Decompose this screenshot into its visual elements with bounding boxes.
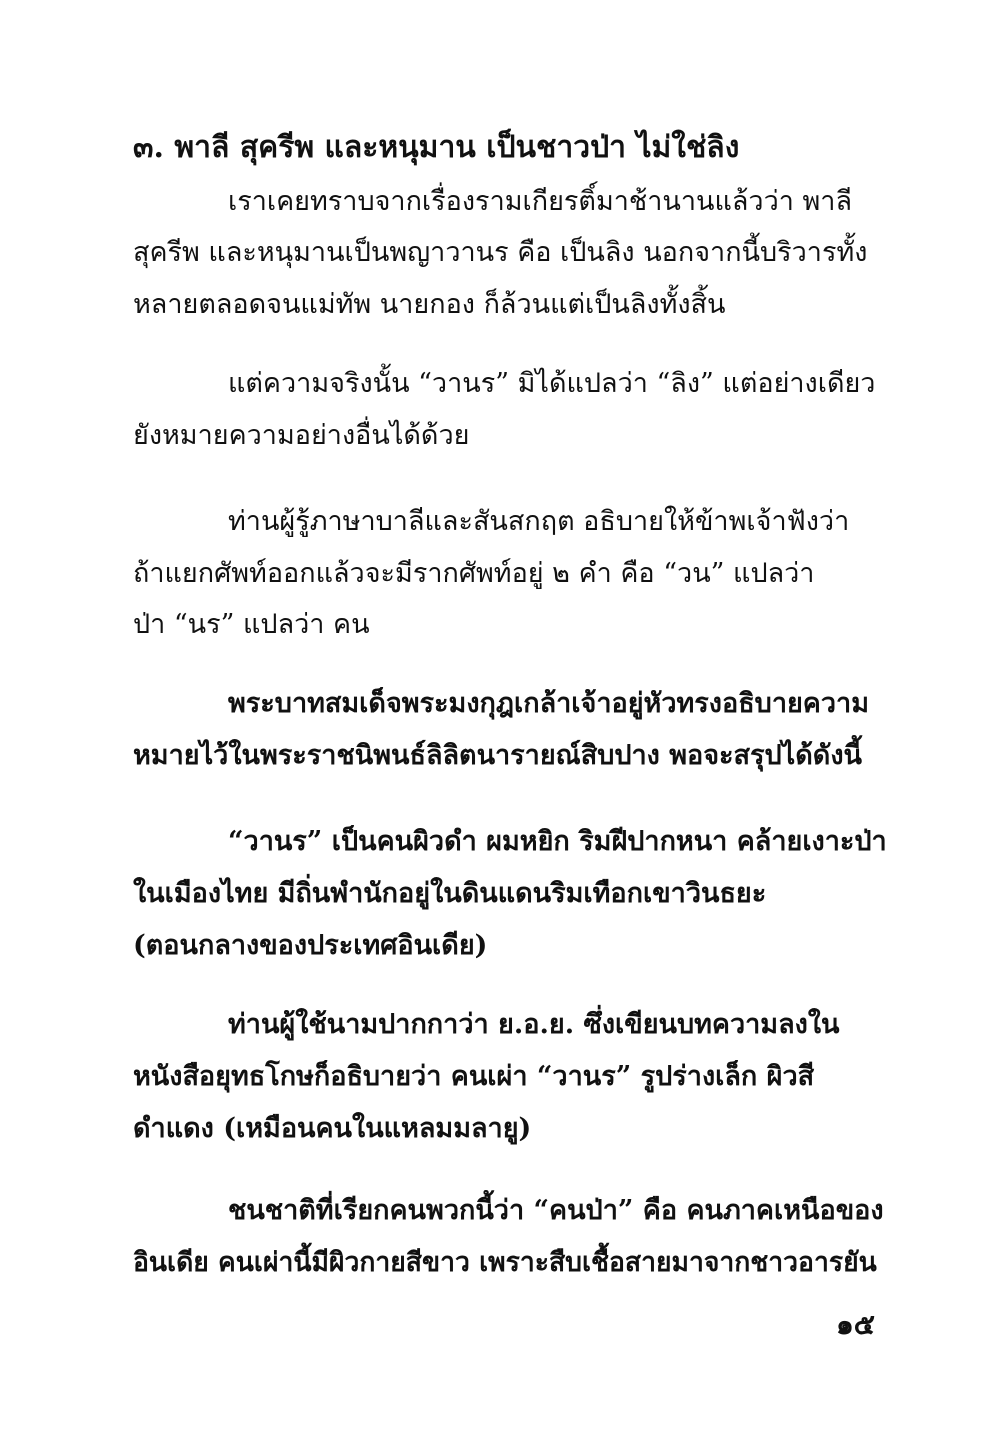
paragraph-3-line-3: ป่า “นร” แปลว่า คน (133, 609, 370, 640)
paragraph-7-line-1: ชนชาติที่เรียกคนพวกนี้ว่า “คนป่า” คือ คนภาคเหนือของ (228, 1195, 884, 1226)
section-heading: ๓. พาลี สุครีพ และหนุมาน เป็นชาวป่า ไม่ใช่ลิง (133, 130, 740, 165)
paragraph-5-line-1: “วานร” เป็นคนผิวดำ ผมหยิก ริมฝีปากหนา คล้ายเงาะป่า (228, 826, 887, 857)
paragraph-5-line-2: ในเมืองไทย มีถิ่นพำนักอยู่ในดินแดนริมเทือกเขาวินธยะ (133, 878, 767, 909)
paragraph-3-line-2: ถ้าแยกศัพท์ออกแล้วจะมีรากศัพท์อยู่ ๒ คำ คือ “วน” แปลว่า (133, 558, 815, 589)
page-number: ๑๕ (836, 1308, 875, 1341)
paragraph-6-line-3: ดำแดง (เหมือนคนในแหลมมลายู) (133, 1113, 532, 1144)
paragraph-1-line-2: สุครีพ และหนุมานเป็นพญาวานร คือ เป็นลิง นอกจากนี้บริวารทั้ง (133, 237, 868, 268)
paragraph-2-line-2: ยังหมายความอย่างอื่นได้ด้วย (133, 420, 470, 451)
paragraph-3-line-1: ท่านผู้รู้ภาษาบาลีและสันสกฤต อธิบายให้ข้าพเจ้าฟังว่า (228, 506, 850, 537)
paragraph-1-line-1: เราเคยทราบจากเรื่องรามเกียรติ์มาช้านานแล้วว่า พาลี (228, 186, 852, 217)
paragraph-1-line-3: หลายตลอดจนแม่ทัพ นายกอง ก็ล้วนแต่เป็นลิงทั้งสิ้น (133, 289, 726, 320)
paragraph-6-line-1: ท่านผู้ใช้นามปากกาว่า ย.อ.ย. ซึ่งเขียนบทความลงใน (228, 1009, 840, 1040)
paragraph-7-line-2: อินเดีย คนเผ่านี้มีผิวกายสีขาว เพราะสืบเชื้อสายมาจากชาวอารยัน (133, 1247, 877, 1278)
paragraph-4-line-2: หมายไว้ในพระราชนิพนธ์ลิลิตนารายณ์สิบปาง พอจะสรุปได้ดังนี้ (133, 740, 862, 771)
paragraph-5-line-3: (ตอนกลางของประเทศอินเดีย) (133, 930, 488, 961)
paragraph-4-line-1: พระบาทสมเด็จพระมงกุฎเกล้าเจ้าอยู่หัวทรงอธิบายความ (228, 688, 869, 719)
paragraph-2-line-1: แต่ความจริงนั้น “วานร” มิได้แปลว่า “ลิง” แต่อย่างเดียว (228, 368, 876, 399)
paragraph-6-line-2: หนังสือยุทธโกษก็อธิบายว่า คนเผ่า “วานร” รูปร่างเล็ก ผิวสี (133, 1061, 815, 1092)
